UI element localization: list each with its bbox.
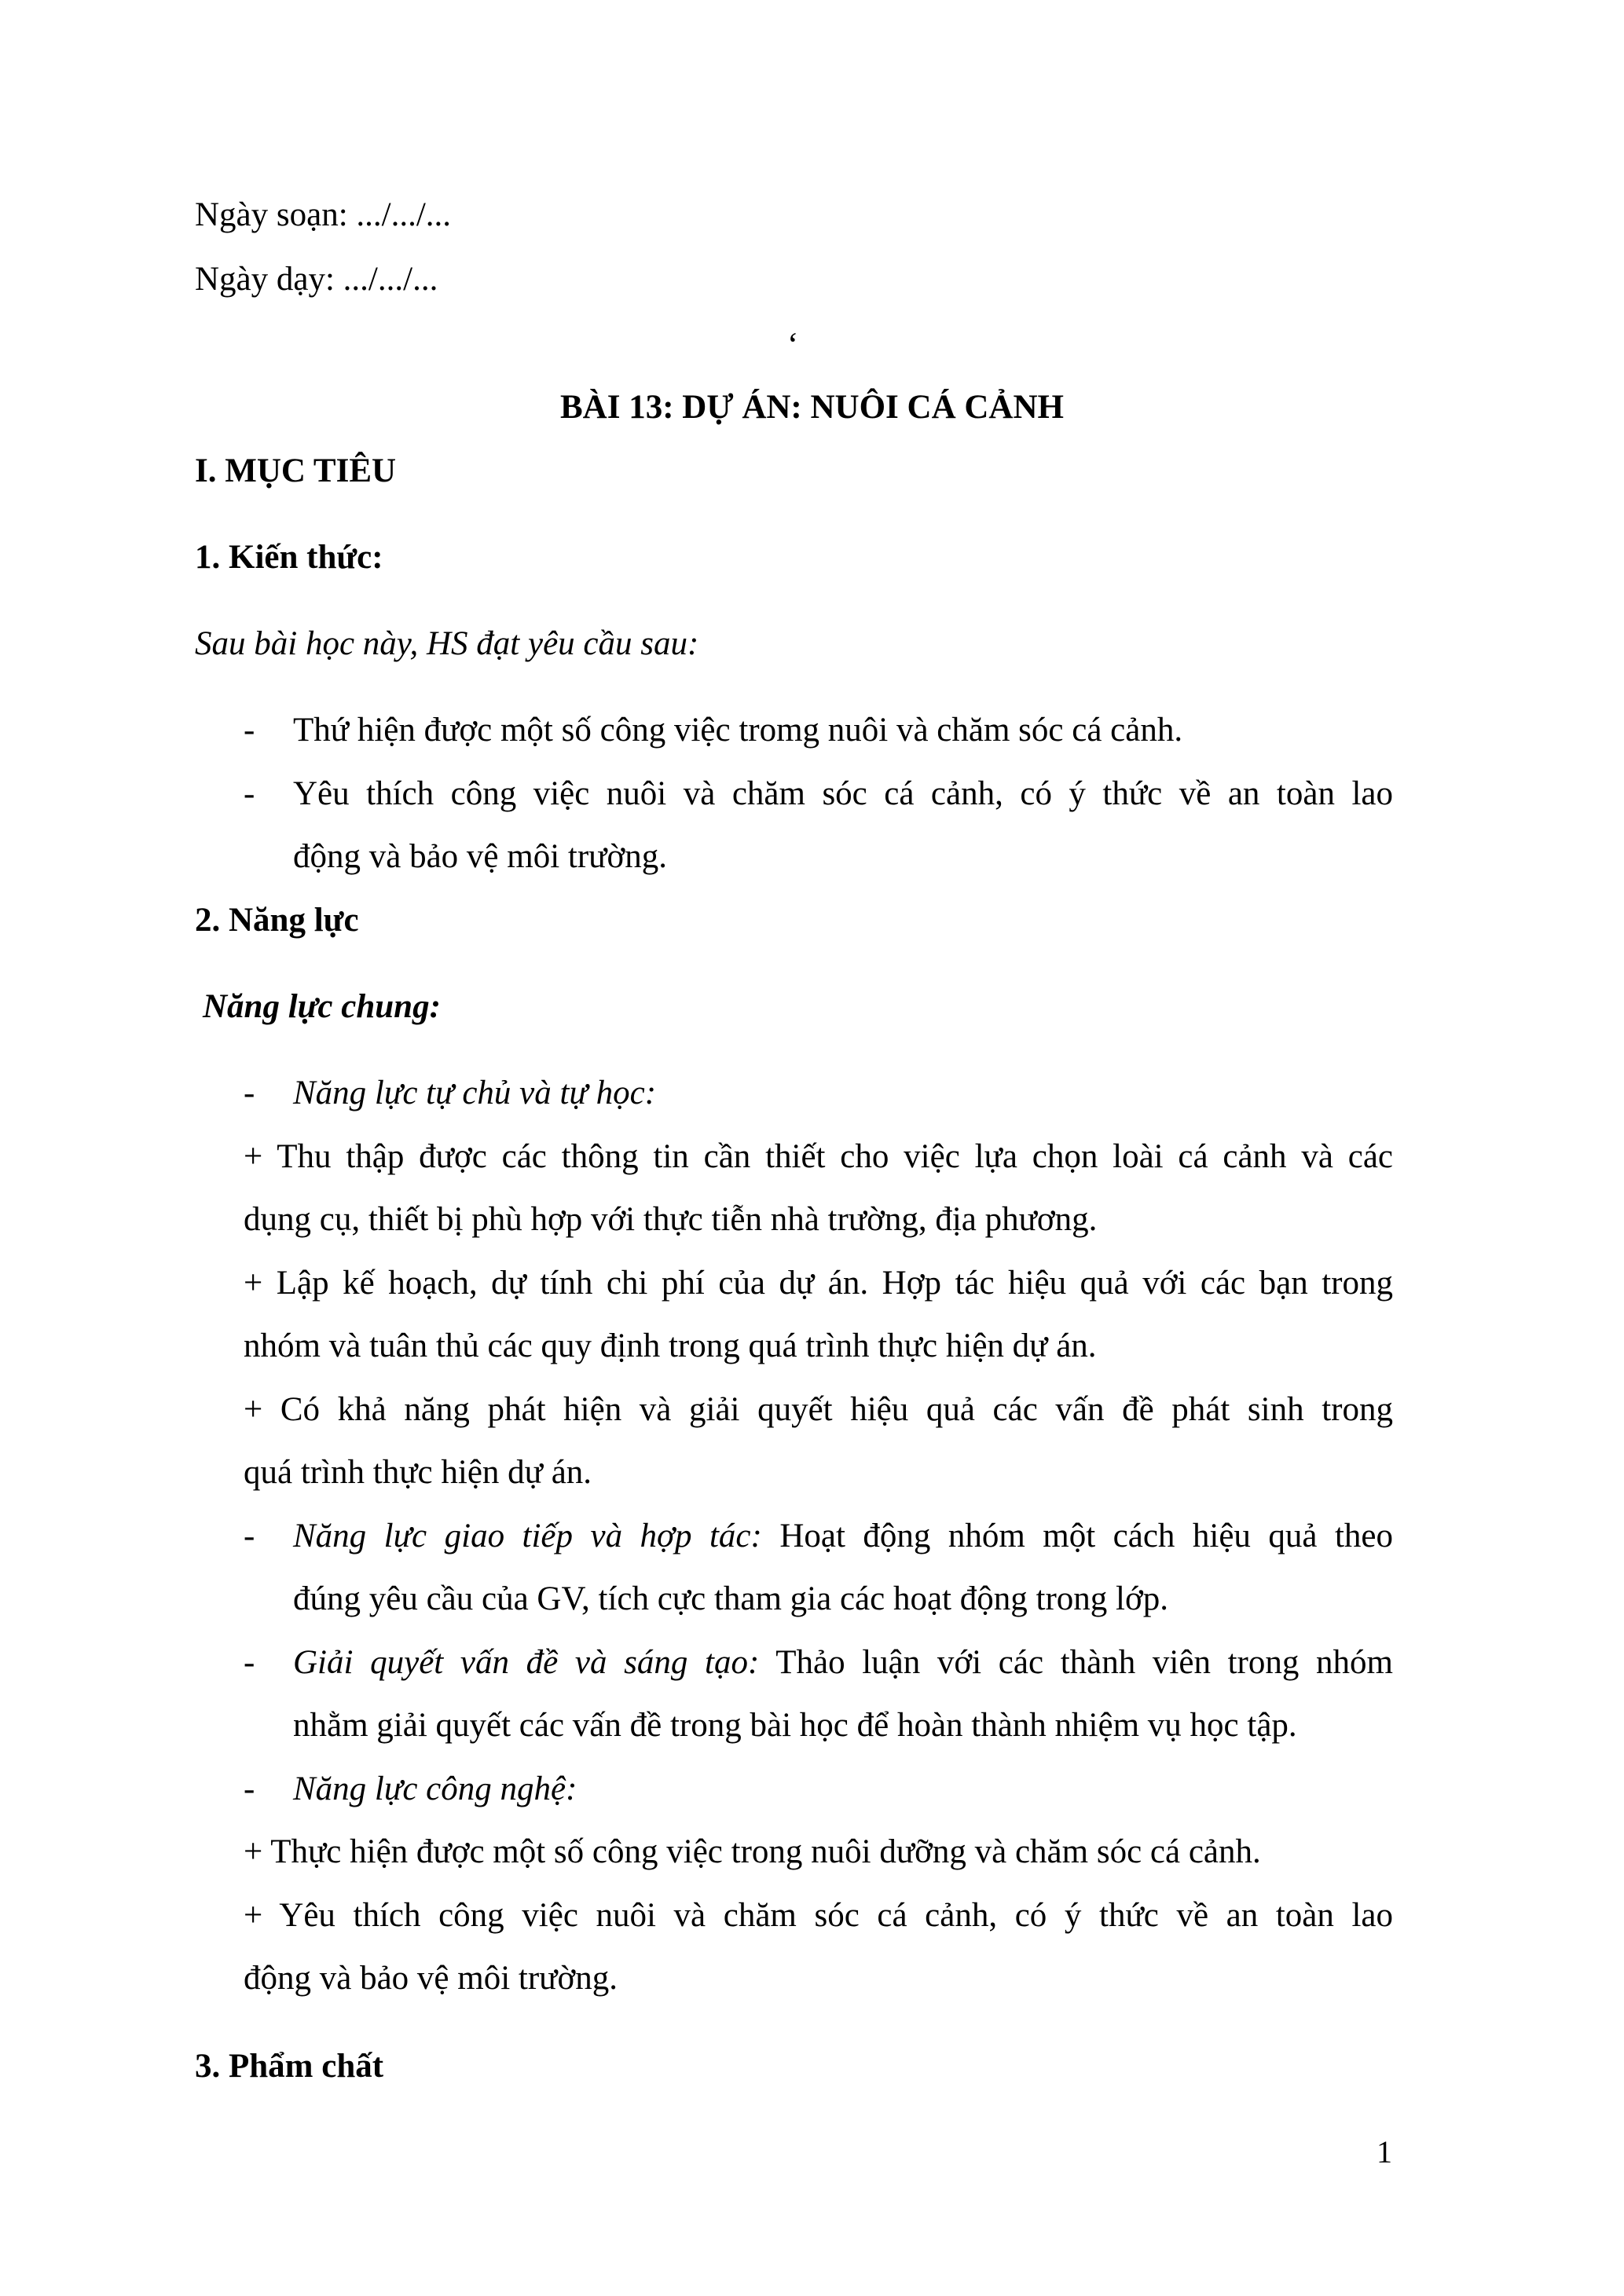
communication-line2: đúng yêu cầu của GV, tích cực tham gia các hoạt động trong lớp. <box>293 1580 1168 1617</box>
self-study-p3-line2: quá trình thực hiện dự án. <box>244 1454 592 1491</box>
knowledge-item-2-line1: Yêu thích công việc nuôi và chăm sóc cá cảnh, có ý thức về an toàn lao <box>293 775 1393 812</box>
problem-solving-text: Thảo luận với các thành viên trong nhóm <box>759 1644 1393 1681</box>
technology-p2-line2: động và bảo vệ môi trường. <box>244 1960 618 1997</box>
lesson-title: BÀI 13: DỰ ÁN: NUÔI CÁ CẢNH <box>560 389 1064 426</box>
bullet-dash: - <box>244 775 255 812</box>
self-study-p1-line1: + Thu thập được các thông tin cần thiết cho việc lựa chọn loài cá cảnh và các <box>244 1138 1393 1175</box>
bullet-dash: - <box>244 1518 255 1554</box>
stray-mark: ‘ <box>787 327 799 364</box>
knowledge-item-1: Thứ hiện được một số công việc tromg nuôi và chăm sóc cá cảnh. <box>293 712 1183 749</box>
problem-solving-line2: nhằm giải quyết các vấn đề trong bài học để hoàn thành nhiệm vụ học tập. <box>293 1707 1297 1744</box>
self-study-p2-line2: nhóm và tuân thủ các quy định trong quá trình thực hiện dự án. <box>244 1327 1097 1364</box>
problem-solving-line1 <box>293 1646 1393 1679</box>
technology-p1: + Thực hiện được một số công việc trong nuôi dưỡng và chăm sóc cá cảnh. <box>244 1833 1261 1870</box>
section-heading-objectives: I. MỤC TIÊU <box>195 452 397 489</box>
communication-label: Năng lực giao tiếp và hợp tác: <box>293 1518 762 1554</box>
prep-date: Ngày soạn: .../.../... <box>195 196 452 233</box>
technology-p2-line1: + Yêu thích công việc nuôi và chăm sóc cá cảnh, có ý thức về an toàn lao <box>244 1897 1393 1934</box>
self-study-p1-line2: dụng cụ, thiết bị phù hợp với thực tiễn nhà trường, địa phương. <box>244 1201 1098 1238</box>
bullet-dash: - <box>244 1075 255 1111</box>
communication-text: Hoạt động nhóm một cách hiệu quả theo <box>761 1518 1393 1554</box>
self-study-p3-line1: + Có khả năng phát hiện và giải quyết hiệu quả các vấn đề phát sinh trong <box>244 1391 1393 1428</box>
heading-knowledge: 1. Kiến thức: <box>195 539 383 576</box>
bullet-dash: - <box>244 1771 255 1807</box>
heading-competence: 2. Năng lực <box>195 902 359 939</box>
general-competence-heading: Năng lực chung: <box>203 988 441 1025</box>
problem-solving-label: Giải quyết vấn đề và sáng tạo: <box>293 1644 760 1681</box>
technology-label: Năng lực công nghệ: <box>293 1771 577 1807</box>
teach-date: Ngày dạy: .../.../... <box>195 261 438 298</box>
self-study-label: Năng lực tự chủ và tự học: <box>293 1075 657 1111</box>
bullet-dash: - <box>244 712 255 749</box>
knowledge-item-2-line2: động và bảo vệ môi trường. <box>293 838 667 875</box>
page-number: 1 <box>1377 2134 1392 2170</box>
self-study-p2-line1: + Lập kế hoạch, dự tính chi phí của dự án. Hợp tác hiệu quả với các bạn trong <box>244 1265 1393 1302</box>
bullet-dash: - <box>244 1644 255 1681</box>
communication-line1 <box>293 1519 1393 1553</box>
heading-qualities: 3. Phẩm chất <box>195 2048 384 2085</box>
knowledge-intro: Sau bài học này, HS đạt yêu cầu sau: <box>195 625 699 662</box>
